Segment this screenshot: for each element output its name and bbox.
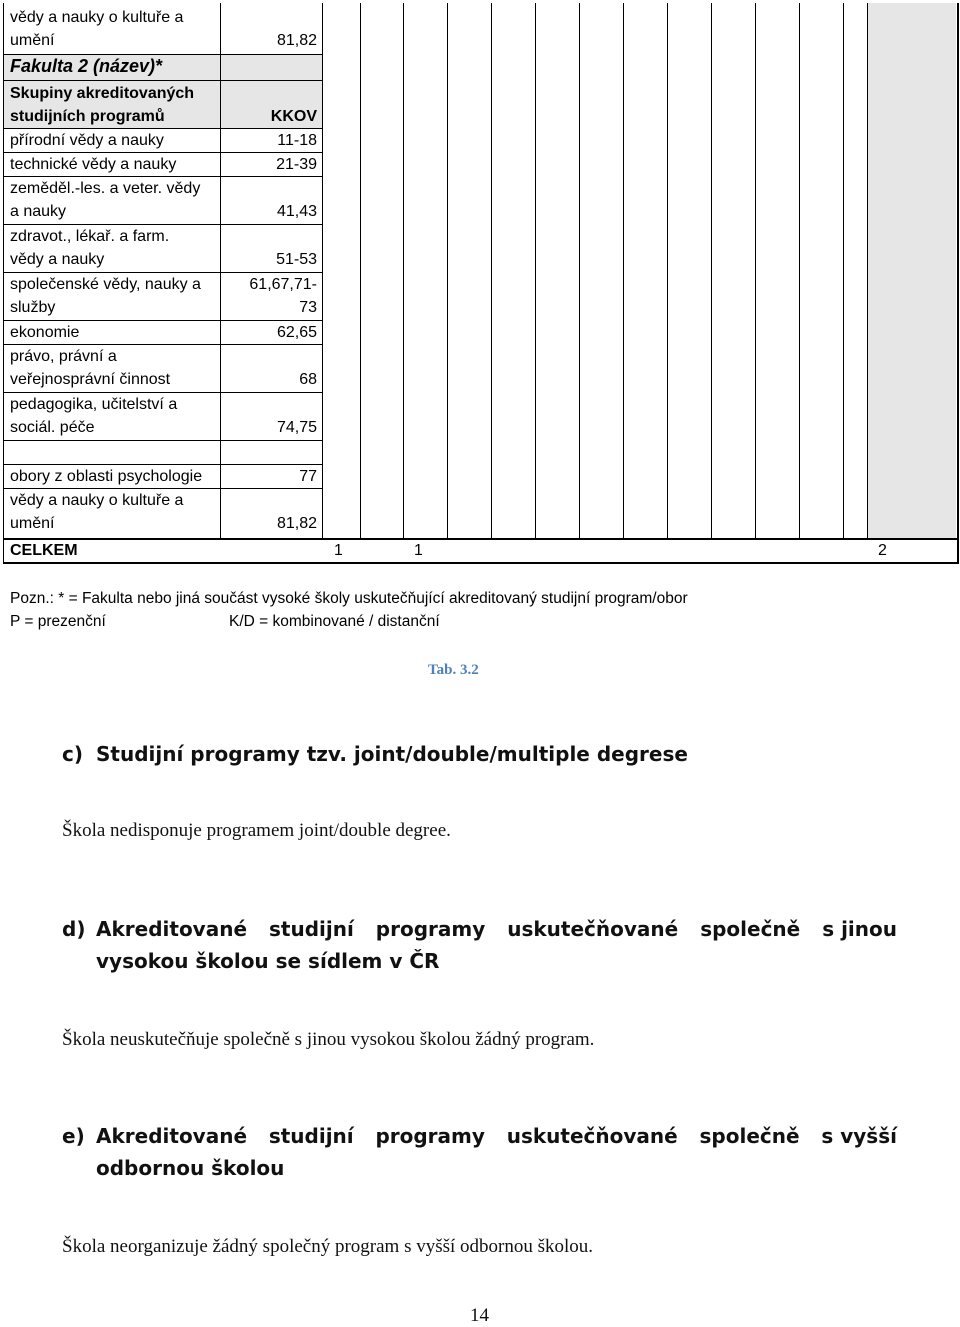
heading-word: Akreditované	[96, 1124, 248, 1148]
row-code: 51-53	[276, 251, 317, 268]
heading-word: společně	[700, 917, 801, 941]
heading-word: programy	[375, 917, 486, 941]
row-code: 61,67,71- 73	[249, 276, 317, 316]
row-code: 11-18	[277, 132, 317, 149]
row-code: 81,82	[276, 515, 317, 532]
table-note: Pozn.: * = Fakulta nebo jiná součást vysoké školy uskutečňující akreditovaný studijní program/obor	[10, 590, 688, 607]
row-label: zdravot., lékař. a farm. vědy a nauky	[10, 228, 170, 268]
row-label: zeměděl.-les. a veter. vědy a nauky	[10, 180, 201, 220]
total-value: 1	[334, 542, 343, 559]
heading-word: studijní	[268, 917, 354, 941]
row-label: pedagogika, učitelství a sociál. péče	[10, 396, 178, 436]
heading-word: Akreditované	[96, 917, 248, 941]
accreditation-table	[0, 0, 960, 565]
heading-word: uskutečňované	[507, 917, 679, 941]
page-number: 14	[470, 1305, 489, 1326]
section-c-text: Škola nedisponuje programem joint/double degree.	[62, 820, 451, 841]
row-code: 21-39	[276, 156, 317, 173]
faculty-title: Fakulta 2 (název)*	[10, 56, 163, 76]
heading-first-line	[96, 913, 897, 945]
heading-word: s jinou	[822, 917, 897, 941]
row-code: 41,43	[276, 203, 317, 220]
last-column-shading	[868, 3, 956, 539]
row-label: ekonomie	[10, 324, 80, 341]
row-label: vědy a nauky o kultuře a umění	[10, 492, 184, 532]
heading-word: studijní	[268, 1124, 354, 1148]
section-e-heading: e) Akreditované studijní programy uskutečňované společně s vyšší odbornou školou	[62, 1120, 897, 1184]
row-code: 81,82	[276, 32, 317, 49]
section-e-text: Škola neorganizuje žádný společný program s vyšší odbornou školou.	[62, 1236, 594, 1257]
row-code: 74,75	[276, 419, 317, 436]
row-code: 77	[299, 468, 317, 485]
legend-prezencni: P = prezenční	[10, 613, 106, 630]
row-code: 62,65	[276, 324, 317, 341]
row-label: společenské vědy, nauky a služby	[10, 276, 201, 316]
heading-first-line	[96, 1120, 897, 1152]
heading-word: uskutečňované	[506, 1124, 678, 1148]
header-code: KKOV	[270, 108, 317, 125]
row-label: vědy a nauky o kultuře a umění	[10, 9, 184, 49]
section-d-heading: d) Akreditované studijní programy uskutečňované společně s jinou vysokou školou se sídlem v ČR	[62, 913, 897, 977]
legend-kombinovane: K/D = kombinované / distanční	[229, 613, 440, 630]
row-code: 68	[299, 371, 317, 388]
row-label: přírodní vědy a nauky	[10, 132, 164, 149]
section-c-heading: c) Studijní programy tzv. joint/double/multiple degrese	[62, 742, 688, 766]
row-label: právo, právní a veřejnosprávní činnost	[10, 348, 171, 388]
heading-word: programy	[375, 1124, 485, 1148]
row-label: obory z oblasti psychologie	[10, 468, 203, 485]
heading-word: s vyšší	[821, 1124, 897, 1148]
total-label: CELKEM	[10, 542, 78, 559]
section-d-text: Škola neuskutečňuje společně s jinou vysokou školou žádný program.	[62, 1029, 595, 1050]
row-label: technické vědy a nauky	[10, 156, 177, 173]
table-caption: Tab. 3.2	[428, 662, 479, 678]
header-label: Skupiny akreditovaných studijních programů	[10, 85, 195, 125]
total-value: 2	[878, 542, 887, 559]
total-value: 1	[414, 542, 423, 559]
heading-word: společně	[699, 1124, 800, 1148]
